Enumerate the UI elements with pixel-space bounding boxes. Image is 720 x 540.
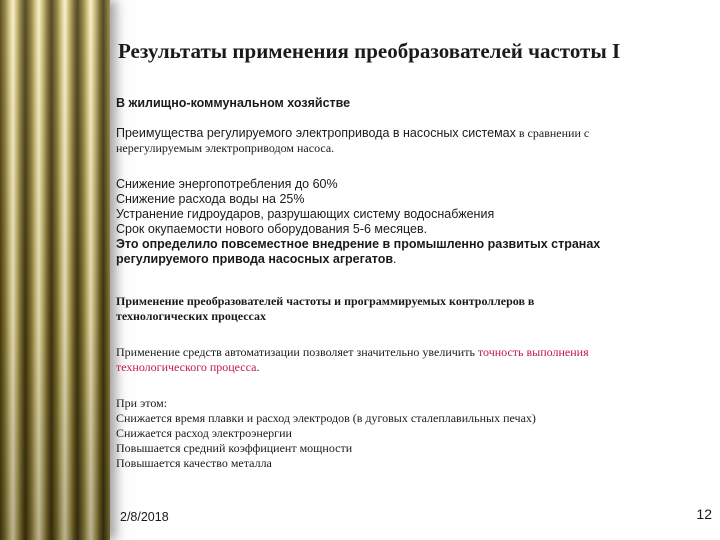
automation-end: . — [256, 360, 260, 374]
tech-heading-line-1: Применение преобразователей частоты и программируемых контроллеров в — [116, 294, 535, 308]
benefits-list — [116, 177, 696, 267]
benefit-item: Устранение гидроударов, разрушающих систему водоснабжения — [116, 207, 495, 221]
sector-heading: В жилищно-коммунальном хозяйстве — [116, 96, 351, 110]
slide-title: Результаты применения преобразователей частоты I — [118, 39, 621, 63]
effect-item: Снижается расход электроэнергии — [116, 426, 292, 440]
advantages-intro-part-c: нерегулируемым электроприводом насоса. — [116, 141, 335, 155]
automation-text: Применение средств автоматизации позволяет значительно увеличить — [116, 345, 478, 359]
tech-heading-line-2: технологических процессах — [116, 309, 266, 323]
effect-item: Повышается качество металла — [116, 456, 272, 470]
benefit-item: Срок окупаемости нового оборудования 5-6 месяцев. — [116, 222, 428, 236]
benefit-item: Снижение расхода воды на 25% — [116, 192, 305, 206]
automation-paragraph — [116, 345, 696, 375]
tech-heading — [116, 294, 696, 324]
benefit-item: Снижение энергопотребления до 60% — [116, 177, 338, 191]
advantages-intro-part-b: в сравнении с — [515, 126, 590, 140]
effects-list — [116, 396, 696, 471]
automation-highlight-2: технологического процесса — [116, 360, 257, 374]
curtain-shading — [0, 0, 110, 540]
conclusion-line-1: Это определило повсеместное внедрение в промышленно развитых странах — [116, 237, 601, 251]
page-number: 12 — [696, 506, 712, 522]
advantages-intro — [116, 126, 696, 156]
effect-item: Повышается средний коэффициент мощности — [116, 441, 353, 455]
conclusion-end: . — [393, 252, 397, 266]
advantages-intro-part-a: Преимущества регулируемого электропривода в насосных системах — [116, 126, 516, 140]
conclusion-line-2: регулируемого привода насосных агрегатов — [116, 252, 394, 266]
effects-intro: При этом: — [116, 396, 168, 410]
slide-date: 2/8/2018 — [120, 510, 169, 524]
automation-highlight: точность выполнения — [477, 345, 589, 359]
effect-item: Снижается время плавки и расход электродов (в дуговых сталеплавильных печах) — [116, 411, 536, 425]
